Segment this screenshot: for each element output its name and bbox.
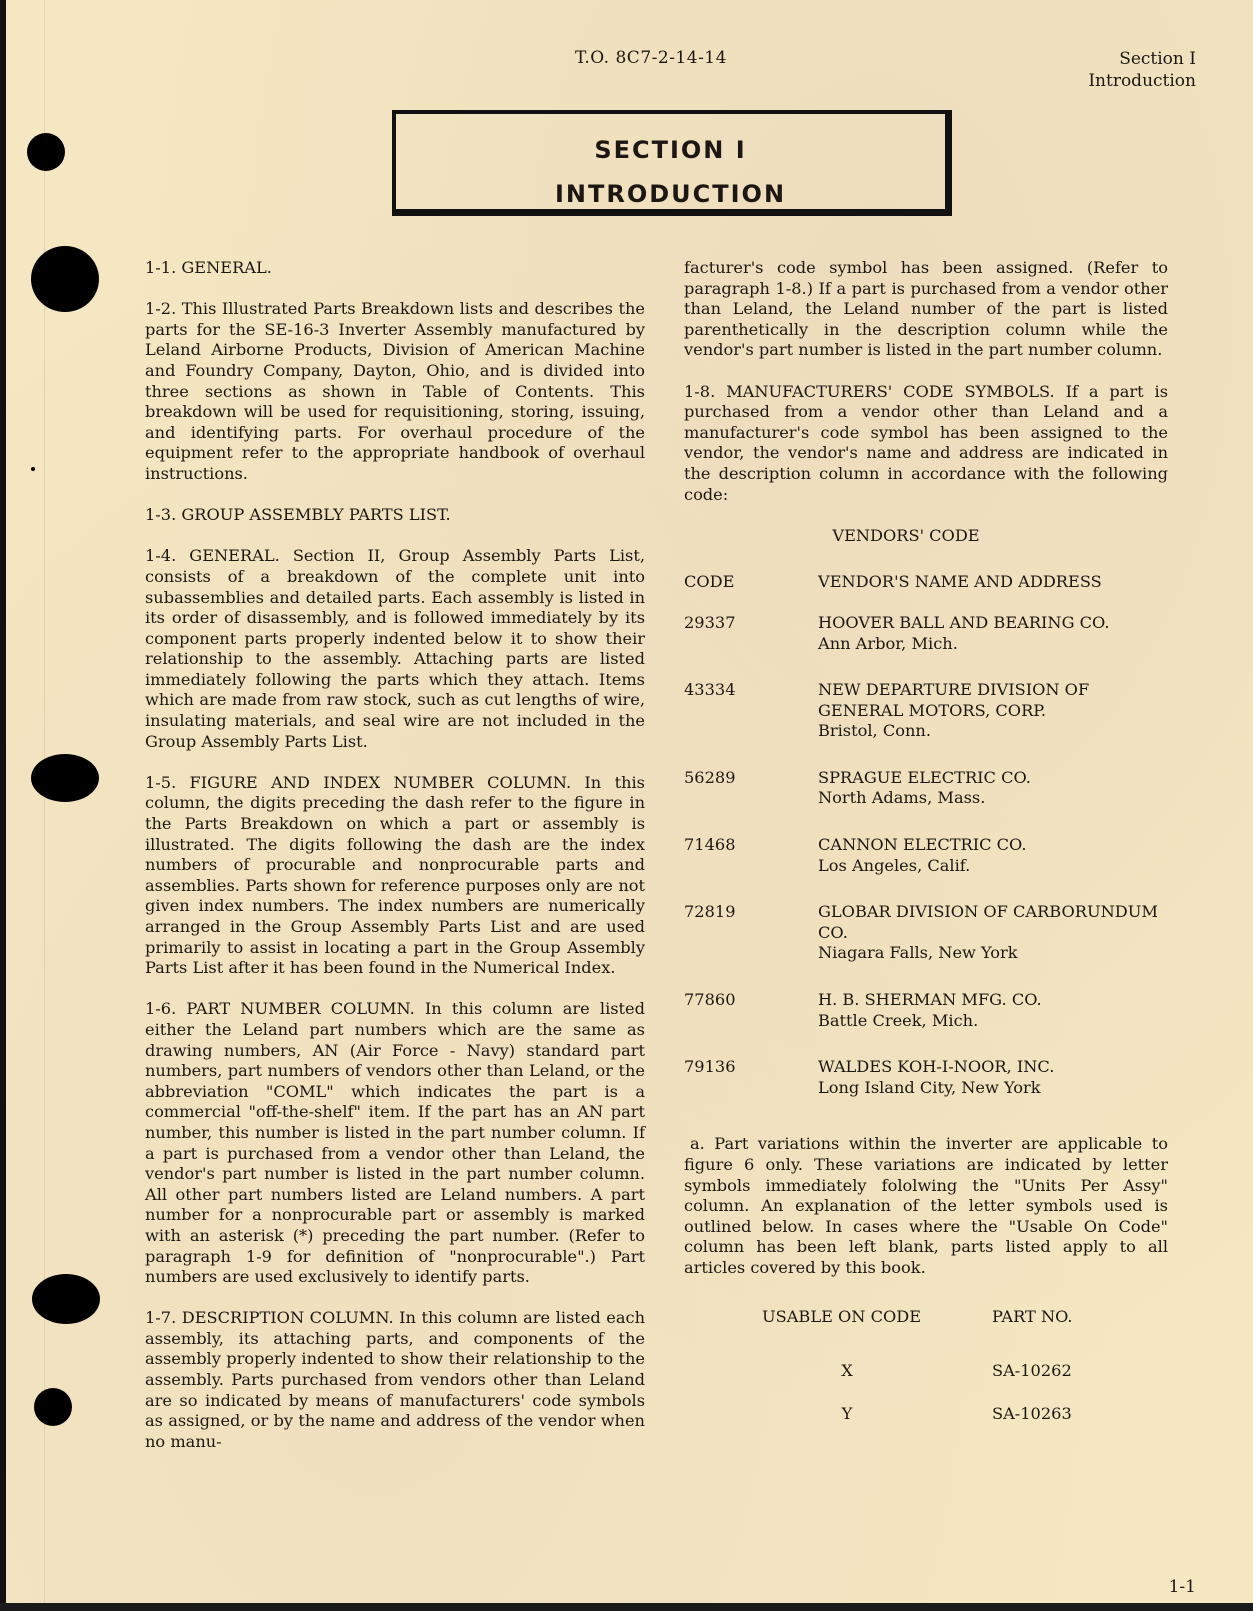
vendor-details xyxy=(818,835,1168,876)
paragraph-1-5: 1-5. FIGURE AND INDEX NUMBER COLUMN. In this column, the digits preceding the dash refer to the figure in the Parts Breakdown on which a part or assembly is illustrated. The digits following the dash are the index numbers of procurable and nonprocurable parts and assemblies. Parts shown for reference purposes only are not given index numbers. The index numbers are numerically arranged in the Group Assembly Parts List and are used primarily to assist in locating a part in the Group Assembly Parts List after it has been found in the Numerical Index. xyxy=(145,772,645,978)
name-column-header: VENDOR'S NAME AND ADDRESS xyxy=(818,572,1102,592)
binder-hole-icon xyxy=(27,133,65,171)
usable-code: Y xyxy=(841,1403,853,1423)
binder-hole-icon xyxy=(31,246,99,312)
vendors-code-title: VENDORS' CODE xyxy=(832,525,980,545)
usable-table-header xyxy=(762,1307,1168,1328)
paragraph-1-6: 1-6. PART NUMBER COLUMN. In this column are listed either the Leland part numbers which are the same as drawing numbers, AN (Air Force - Navy) standard part numbers, part numbers of vendors other than Leland, or the abbreviation "COML" which indicates the part is a commercial "off-the-shelf" item. If the part has an AN part number, this number is listed in the part number column. If a part is purchased from a vendor other than Leland, the vendor's part number is listed in the part number column. All other part numbers listed are Leland numbers. A part number for a nonprocurable part or assembly is marked with an asterisk (*) preceding the part number. (Refer to paragraph 1-9 for definition of "nonprocurable".) Part numbers are used exclusively to identify parts. xyxy=(145,999,645,1287)
vendor-code: 29337 xyxy=(684,612,736,632)
vendor-table xyxy=(684,572,1168,1098)
tech-order-number: T.O. 8C7-2-14-14 xyxy=(575,48,727,68)
scan-left-edge xyxy=(0,0,6,1611)
vendor-address: Ann Arbor, Mich. xyxy=(818,633,958,653)
vendor-details xyxy=(818,680,1168,742)
section-heading: SECTION I xyxy=(594,136,747,164)
usable-code-header: USABLE ON CODE xyxy=(762,1306,922,1326)
vendor-address: Long Island City, New York xyxy=(818,1077,1041,1097)
paragraph-1-3: 1-3. GROUP ASSEMBLY PARTS LIST. xyxy=(145,505,451,525)
vendor-address: North Adams, Mass. xyxy=(818,788,986,808)
vendor-address: Los Angeles, Calif. xyxy=(818,855,971,875)
paragraph-1-7-continued: facturer's code symbol has been assigned. (Refer to paragraph 1-8.) If a part is purchased from a vendor other than Leland, the Leland number of the part is listed parenthetically in the description column while the vendor's part number is listed in the part number column. xyxy=(684,258,1168,360)
table-row xyxy=(762,1404,1168,1425)
vendor-code: 72819 xyxy=(684,902,736,922)
vendor-name: NEW DEPARTURE DIVISION OF GENERAL MOTORS, CORP. xyxy=(818,680,1090,720)
table-row xyxy=(684,1057,1168,1098)
vendor-code: 77860 xyxy=(684,990,736,1010)
page-fold-line xyxy=(44,0,45,1611)
vendor-details xyxy=(818,902,1168,964)
table-row xyxy=(684,768,1168,809)
vendor-name: CANNON ELECTRIC CO. xyxy=(818,835,1027,855)
section-title-label: Introduction xyxy=(1088,71,1196,91)
part-no-header: PART NO. xyxy=(992,1306,1073,1326)
vendor-name: HOOVER BALL AND BEARING CO. xyxy=(818,612,1110,632)
paragraph-1-4: 1-4. GENERAL. Section II, Group Assembly Parts List, consists of a breakdown of the complete unit into subassemblies and detailed parts. Each assembly is listed in its order of disassembly, and is followed immediately by its component parts properly indented below it to show their relationship to the assembly. Attaching parts are listed immediately following the parts which they attach. Items which are made from raw stock, such as cut lengths of wire, insulating materials, and seal wire are not included in the Group Assembly Parts List. xyxy=(145,546,645,751)
part-number: SA-10263 xyxy=(992,1403,1072,1423)
vendor-code: 71468 xyxy=(684,835,736,855)
paragraph-1-7: 1-7. DESCRIPTION COLUMN. In this column are listed each assembly, its attaching parts, and components of the assembly properly indented to show their relationship to the assembly. Parts purchased from vendors other than Leland are so indicated by means of manufacturers' code symbols as assigned, or by the name and address of the vendor when no manu- xyxy=(145,1308,645,1451)
note-a-paragraph: a. Part variations within the inverter are applicable to figure 6 only. These variations are indicated by letter symbols immediately fololwing the "Units Per Assy" column. An explanation of the letter symbols used is outlined below. In cases where the "Usable On Code" column has been left blank, parts listed apply to all articles covered by this book. xyxy=(684,1134,1168,1277)
table-row xyxy=(684,613,1168,654)
vendor-details xyxy=(818,990,1168,1031)
vendor-name: WALDES KOH-I-NOOR, INC. xyxy=(818,1057,1055,1077)
paragraph-1-2: 1-2. This Illustrated Parts Breakdown lists and describes the parts for the SE-16-3 Inverter Assembly manufactured by Leland Airborne Products, Division of American Machine and Foundry Company, Dayton, Ohio, and is divided into three sections as shown in Table of Contents. This breakdown will be used for requisitioning, storing, issuing, and identifying parts. For overhaul procedure of the equipment refer to the appropriate handbook of overhaul instructions. xyxy=(145,299,645,483)
section-label: Section I xyxy=(1119,49,1196,69)
binder-hole-icon xyxy=(34,1388,72,1426)
vendor-code: 56289 xyxy=(684,767,736,787)
table-row xyxy=(684,680,1168,742)
binder-hole-icon xyxy=(31,754,99,802)
vendor-address: Niagara Falls, New York xyxy=(818,943,1018,963)
paragraph-1-1: 1-1. GENERAL. xyxy=(145,258,272,277)
scan-bottom-edge xyxy=(0,1603,1253,1611)
page-number: 1-1 xyxy=(1168,1577,1196,1597)
vendor-name: H. B. SHERMAN MFG. CO. xyxy=(818,990,1042,1010)
vendor-details xyxy=(818,768,1168,809)
table-row xyxy=(684,835,1168,876)
left-column xyxy=(145,258,645,1473)
vendor-address: Battle Creek, Mich. xyxy=(818,1010,979,1030)
speck-icon xyxy=(31,467,35,471)
section-title-box xyxy=(392,110,952,216)
right-column xyxy=(684,258,1168,1446)
vendor-table-header xyxy=(684,572,1168,593)
table-row xyxy=(684,990,1168,1031)
section-subheading: INTRODUCTION xyxy=(554,180,787,208)
code-column-header: CODE xyxy=(684,572,735,592)
usable-code: X xyxy=(841,1361,853,1381)
paragraph-1-8: 1-8. MANUFACTURERS' CODE SYMBOLS. If a part is purchased from a vendor other than Leland and a manufacturer's code symbol has been assigned to the vendor, the vendor's name and address are indicated in the description column in accordance with the following code: xyxy=(684,381,1168,504)
vendor-name: SPRAGUE ELECTRIC CO. xyxy=(818,767,1031,787)
vendor-details xyxy=(818,1057,1168,1098)
vendor-details xyxy=(818,613,1168,654)
table-row xyxy=(684,902,1168,964)
vendor-code: 79136 xyxy=(684,1057,736,1077)
binder-hole-icon xyxy=(32,1274,100,1324)
usable-on-code-table xyxy=(762,1307,1168,1425)
vendor-name: GLOBAR DIVISION OF CARBORUNDUM CO. xyxy=(818,902,1158,942)
table-row xyxy=(762,1361,1168,1382)
vendor-address: Bristol, Conn. xyxy=(818,721,931,741)
vendor-code: 43334 xyxy=(684,680,736,700)
part-number: SA-10262 xyxy=(992,1361,1072,1381)
running-header xyxy=(1088,48,1196,92)
